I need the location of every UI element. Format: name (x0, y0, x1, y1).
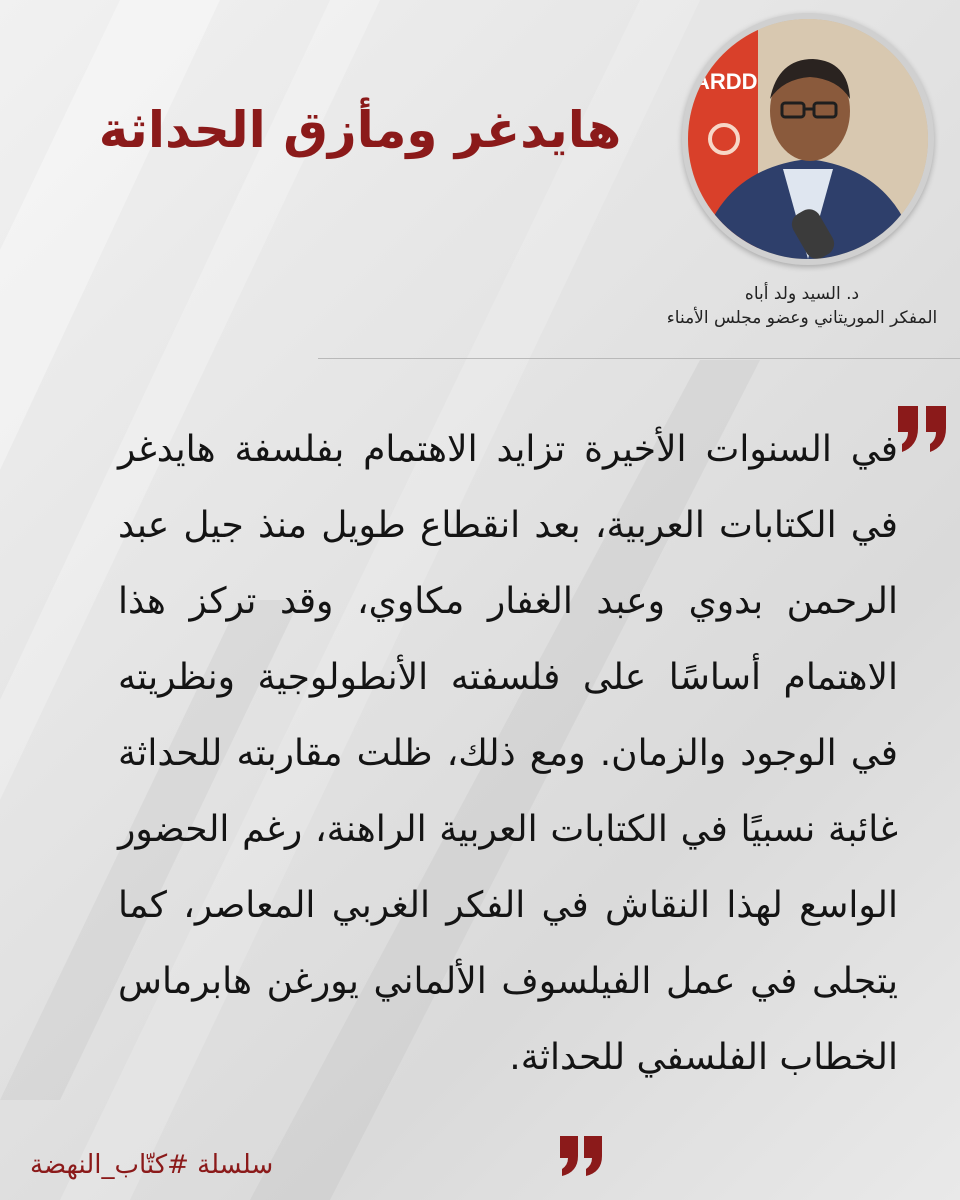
series-hashtag: سلسلة #كتّاب_النهضة (30, 1150, 274, 1180)
author-caption (652, 282, 952, 330)
opening-quote-icon (894, 398, 954, 458)
author-name: د. السيد ولد أباه (744, 284, 860, 304)
backdrop-logo-text: ARDD (694, 69, 758, 94)
quote-text: في السنوات الأخيرة تزايد الاهتمام بفلسفة هايدغر في الكتابات العربية، بعد انقطاع طويل منذ جيل عبد الرحمن بدوي وعبد الغفار مكاوي، وقد تركز هذا الاهتمام أساسًا على فلسفته الأنطولوجية ونظريته في الوجود والزمان. ومع ذلك، ظلت مقاربته للحداثة غائبة نسبيًا في الكتابات العربية الراهنة، رغم الحضور الواسع لهذا النقاش في الفكر الغربي المعاصر، كما يتجلى في عمل الفيلسوف الألماني يورغن هابرماس الخطاب الفلسفي للحداثة. (118, 429, 898, 1078)
closing-quote-icon (556, 1132, 608, 1178)
portrait-illustration (688, 19, 928, 259)
page-title: هايدغر ومأزق الحداثة (98, 101, 622, 159)
author-role: المفكر الموريتاني وعضو مجلس الأمناء (666, 308, 938, 328)
author-photo-frame (682, 13, 934, 265)
author-photo (688, 19, 928, 259)
section-divider (318, 358, 960, 359)
